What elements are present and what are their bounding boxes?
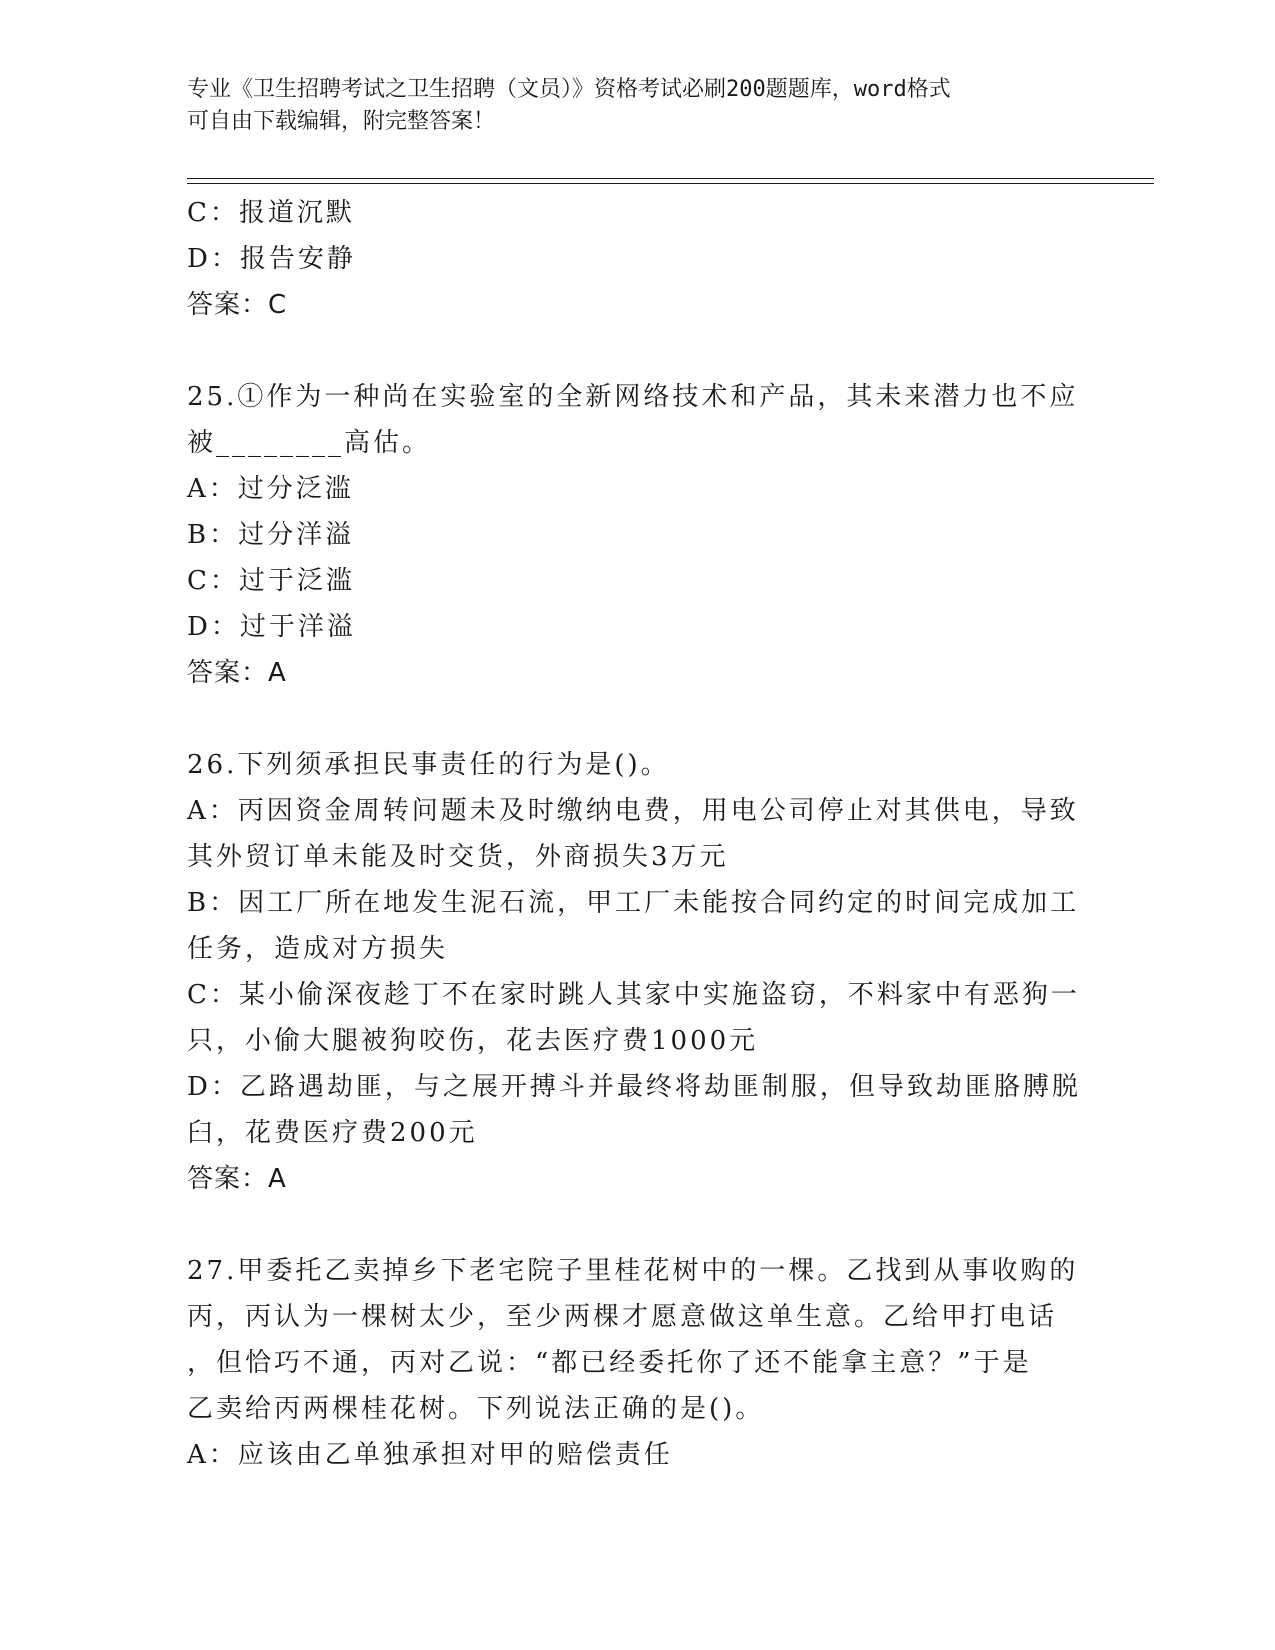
question-27-text-line-2: 丙，丙认为一棵树太少，至少两棵才愿意做这单生意。乙给甲打电话 <box>187 1302 1058 1332</box>
question-25-text-line-1: 25.①作为一种尚在实验室的全新网络技术和产品，其未来潜力也不应 <box>187 382 1079 412</box>
answer-line: 答案：C <box>187 290 288 320</box>
option-d: D：报告安静 <box>187 244 356 274</box>
option-c: C：报道沉默 <box>187 198 355 228</box>
question-content <box>187 190 1087 1478</box>
question-26-option-b-line-2: 任务，造成对方损失 <box>187 934 449 964</box>
question-25-text-line-2: 被________高估。 <box>187 428 432 458</box>
header-line-1: 专业《卫生招聘考试之卫生招聘（文员）》资格考试必刷200题题库，word格式 <box>187 77 951 102</box>
question-26-option-c-line-2: 只，小偷大腿被狗咬伤，花去医疗费1000元 <box>187 1026 759 1056</box>
question-26-option-b-line-1: B：因工厂所在地发生泥石流，甲工厂未能按合同约定的时间完成加工 <box>187 888 1080 918</box>
question-26-option-d-line-1: D：乙路遇劫匪，与之展开搏斗并最终将劫匪制服，但导致劫匪胳膊脱 <box>187 1072 1081 1102</box>
header-line-2: 可自由下载编辑，附完整答案！ <box>187 109 496 134</box>
question-26-answer: 答案：A <box>187 1164 287 1194</box>
question-25-answer: 答案：A <box>187 658 287 688</box>
question-26-option-a-line-2: 其外贸订单未能及时交货，外商损失3万元 <box>187 842 729 872</box>
question-26-option-c-line-1: C：某小偷深夜趁丁不在家时跳人其家中实施盗窃，不料家中有恶狗一 <box>187 980 1080 1010</box>
question-25-option-b: B：过分洋溢 <box>187 520 355 550</box>
question-26-option-d-line-2: 臼，花费医疗费200元 <box>187 1118 478 1148</box>
question-27-option-a: A：应该由乙单独承担对甲的赔偿责任 <box>187 1440 673 1470</box>
question-26-text: 26.下列须承担民事责任的行为是()。 <box>187 750 670 780</box>
question-25-option-d: D：过于洋溢 <box>187 612 356 642</box>
question-25-option-c: C：过于泛滥 <box>187 566 355 596</box>
question-25-option-a: A：过分泛滥 <box>187 474 354 504</box>
question-27-text-line-3: ，但恰巧不通，丙对乙说：“都已经委托你了还不能拿主意？”于是 <box>187 1348 1032 1378</box>
question-27-text-line-1: 27.甲委托乙卖掉乡下老宅院子里桂花树中的一棵。乙找到从事收购的 <box>187 1256 1079 1286</box>
question-27-text-line-4: 乙卖给丙两棵桂花树。下列说法正确的是()。 <box>187 1394 765 1424</box>
question-26-option-a-line-1: A：丙因资金周转问题未及时缴纳电费，用电公司停止对其供电，导致 <box>187 796 1079 826</box>
header-divider-bottom <box>187 183 1154 184</box>
header-divider-top <box>187 178 1154 179</box>
document-header <box>187 74 1067 138</box>
